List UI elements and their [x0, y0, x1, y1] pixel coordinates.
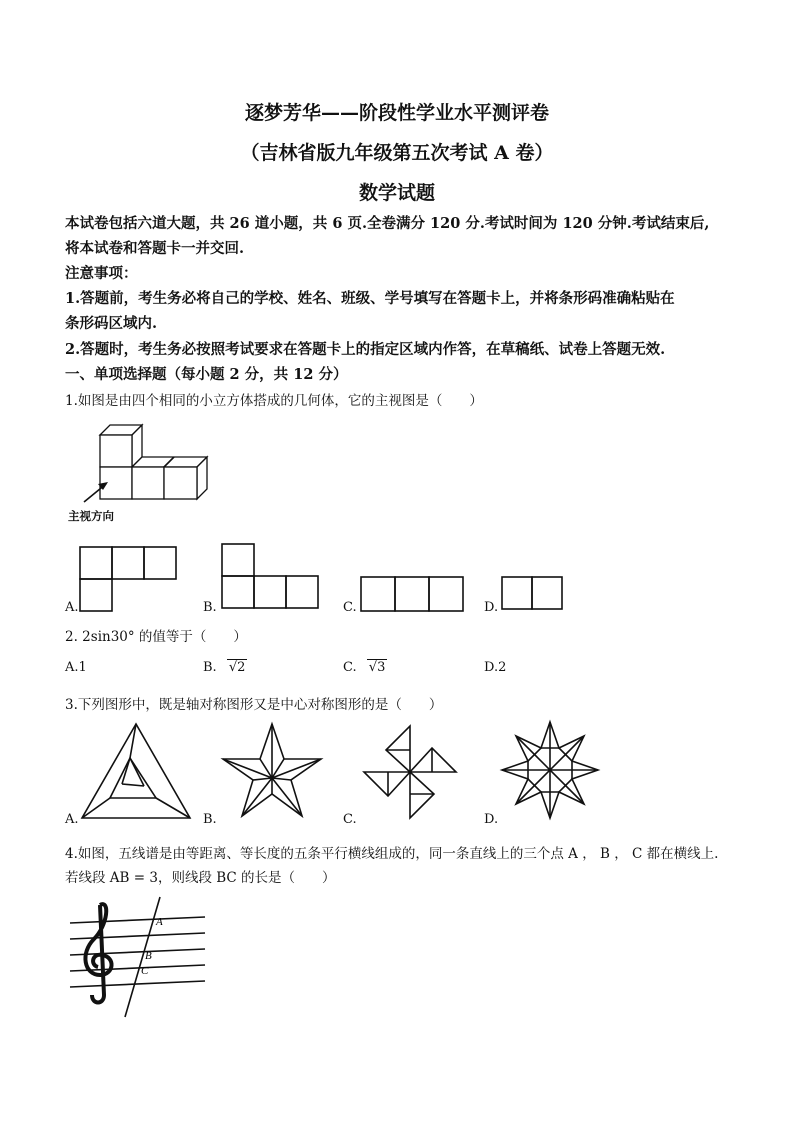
notice-1a: 1.答题前，考生务必将自己的学校、姓名、班级、学号填写在答题卡上，并将条形码准确粘贴在 [65, 290, 675, 307]
q2-option-c-label: C. [343, 660, 357, 675]
q1-option-d-figure[interactable] [498, 574, 568, 614]
q1-option-a-figure[interactable] [78, 543, 183, 613]
q3-option-b-figure[interactable] [217, 720, 327, 824]
q2-option-b-label: B. [203, 660, 217, 675]
q3-option-a-figure[interactable] [78, 720, 194, 822]
notice-1b: 条形码区域内. [65, 315, 158, 332]
q1-option-c-figure[interactable] [357, 574, 467, 614]
q3-option-a[interactable]: A. [65, 812, 79, 827]
question-2-text: 2. 2sin30° 的值等于（ ） [65, 629, 247, 645]
q2-option-b-sqrt: √2 [228, 660, 246, 675]
q2-option-b[interactable] [203, 660, 247, 675]
q4-staff-figure [70, 895, 210, 1020]
exam-title: 逐梦芳华——阶段性学业水平测评卷 [244, 102, 549, 124]
q2-option-c-radicand: 3 [377, 660, 386, 675]
question-3-text: 3.下列图形中，既是轴对称图形又是中心对称图形的是（ ） [65, 697, 443, 713]
q1-option-c[interactable]: C. [343, 600, 357, 615]
q3-option-b[interactable]: B. [203, 812, 217, 827]
q1-option-b[interactable]: B. [203, 600, 217, 615]
subject-title: 数学试题 [358, 182, 435, 204]
q2-option-a[interactable]: A.1 [65, 660, 87, 675]
q1-option-d[interactable]: D. [484, 600, 499, 615]
intro-line-2: 将本试卷和答题卡一并交回. [65, 240, 245, 257]
notice-title: 注意事项： [65, 265, 138, 282]
notice-2: 2.答题时，考生务必按照考试要求在答题卡上的指定区域内作答，在草稿纸、试卷上答题无效. [65, 341, 666, 358]
q2-option-d[interactable]: D.2 [484, 660, 507, 675]
q1-option-b-figure[interactable] [218, 540, 328, 615]
q1-option-a[interactable]: A. [65, 600, 79, 615]
question-4-text-line-1: 4.如图，五线谱是由等距离、等长度的五条平行横线组成的，同一条直线上的三个点 A ， B ， C 都在横线上. [65, 846, 719, 862]
q3-option-d[interactable]: D. [484, 812, 499, 827]
q1-direction-label: 主视方向 [68, 509, 114, 523]
q3-option-c-figure[interactable] [357, 722, 463, 822]
q4-point-c-label: C [141, 965, 149, 977]
question-1-text: 1.如图是由四个相同的小立方体搭成的几何体，它的主视图是（ ） [65, 393, 483, 409]
q2-option-b-radicand: 2 [237, 660, 246, 675]
q3-option-c[interactable]: C. [343, 812, 357, 827]
q4-point-a-label: A [156, 916, 163, 928]
exam-subtitle: （吉林省版九年级第五次考试 A 卷） [240, 142, 554, 164]
section-1-title: 一、单项选择题（每小题 2 分，共 12 分） [65, 366, 348, 383]
q2-option-c[interactable] [343, 660, 387, 675]
q4-point-b-label: B [145, 950, 152, 962]
q3-option-d-figure[interactable] [498, 718, 602, 822]
question-4-text-line-2: 若线段 AB = 3，则线段 BC 的长是（ ） [65, 870, 336, 886]
intro-line-1: 本试卷包括六道大题，共 26 道小题，共 6 页.全卷满分 120 分.考试时间为 120 分钟.考试结束后, [65, 215, 710, 232]
q2-option-c-sqrt: √3 [368, 660, 386, 675]
